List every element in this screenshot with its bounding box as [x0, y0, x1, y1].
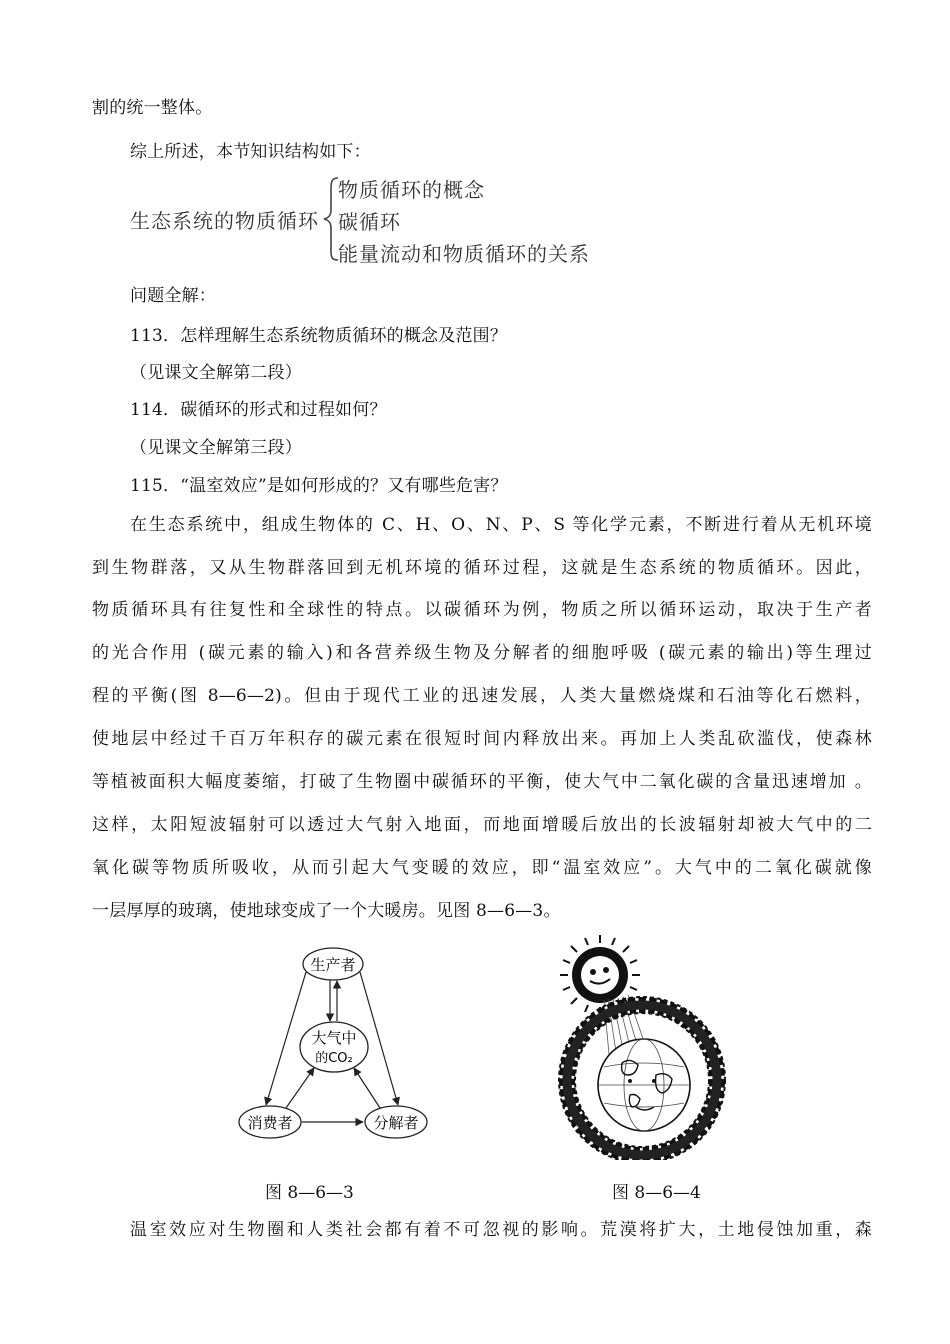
paragraph-line: 在生态系统中，组成生物体的 C、H、O、N、P、S 等化学元素，不断进行着从无机环境 — [130, 515, 872, 535]
node-consumer-label: 消费者 — [247, 1114, 293, 1132]
node-atmosphere-co2 — [300, 1022, 368, 1072]
figure2-caption: 图 8—6—4 — [612, 1183, 701, 1203]
figure1-caption: 图 8—6—3 — [265, 1183, 354, 1203]
arrow-consumer-to-co2 — [286, 1068, 314, 1108]
question-114: 114．碳循环的形式和过程如何？ — [130, 400, 387, 420]
answer-114: （见课文全解第三段） — [130, 438, 302, 458]
node-decomposer — [365, 1106, 427, 1138]
structure-branch-2: 碳循环 — [338, 210, 401, 234]
structure-branch-1: 物质循环的概念 — [338, 178, 485, 202]
structure-root: 生态系统的物质循环 — [130, 209, 319, 233]
paragraph-line: 程的平衡(图 8—6—2)。但由于现代工业的迅速发展，人类大量燃烧煤和石油等化石燃料， — [92, 686, 872, 706]
node-consumer — [239, 1106, 301, 1138]
intro-tail: 割的统一整体。 — [92, 98, 213, 118]
paragraph-line: 等植被面积大幅度萎缩，打破了生物圈中碳循环的平衡，使大气中二氧化碳的含量迅速增加 。 — [92, 772, 872, 792]
answer-113: （见课文全解第二段） — [130, 363, 302, 383]
final-line: 温室效应对生物圈和人类社会都有着不可忽视的影响。荒漠将扩大，土地侵蚀加重，森 — [130, 1220, 872, 1240]
paragraph-line: 这样，太阳短波辐射可以透过大气射入地面，而地面增暖后放出的长波辐射却被大气中的二 — [92, 815, 872, 835]
node-atmosphere-label-1: 大气中 — [311, 1029, 357, 1047]
earth-icon — [598, 1039, 690, 1131]
paragraph-line: 物质循环具有往复性和全球性的特点。以碳循环为例，物质之所以循环运动，取决于生产者 — [92, 600, 872, 620]
paragraph-line: 氧化碳等物质所吸收，从而引起大气变暖的效应，即“温室效应”。大气中的二氧化碳就像 — [92, 858, 872, 878]
greenhouse-illustration — [530, 935, 750, 1160]
question-115: 115．“温室效应”是如何形成的？又有哪些危害？ — [130, 476, 508, 496]
paragraph-line: 的光合作用 (碳元素的输入)和各营养级生物及分解者的细胞呼吸 (碳元素的输出)等生理过 — [92, 643, 872, 663]
summary-intro: 综上所述，本节知识结构如下： — [130, 142, 371, 162]
paragraph-line: 一层厚厚的玻璃，使地球变成了一个大暖房。见图 8—6—3。 — [92, 901, 561, 921]
node-producer — [303, 948, 363, 980]
question-113: 113．怎样理解生态系统物质循环的概念及范围？ — [130, 326, 508, 346]
node-atmosphere-label-2: 的CO₂ — [315, 1051, 353, 1066]
paragraph-line: 到生物群落，又从生物群落回到无机环境的循环过程，这就是生态系统的物质循环。因此， — [92, 558, 872, 578]
structure-branch-3: 能量流动和物质循环的关系 — [338, 242, 590, 266]
paragraph-line: 使地层中经过千百万年积存的碳元素在很短时间内释放出来。再加上人类乱砍滥伐，使森林 — [92, 729, 872, 749]
arrow-decomposer-to-co2 — [354, 1068, 380, 1108]
node-producer-label: 生产者 — [310, 956, 356, 974]
carbon-cycle-diagram — [230, 940, 450, 1145]
qa-heading: 问题全解： — [130, 286, 216, 306]
arrow-producer-to-consumer — [266, 972, 306, 1105]
node-decomposer-label: 分解者 — [373, 1114, 419, 1132]
